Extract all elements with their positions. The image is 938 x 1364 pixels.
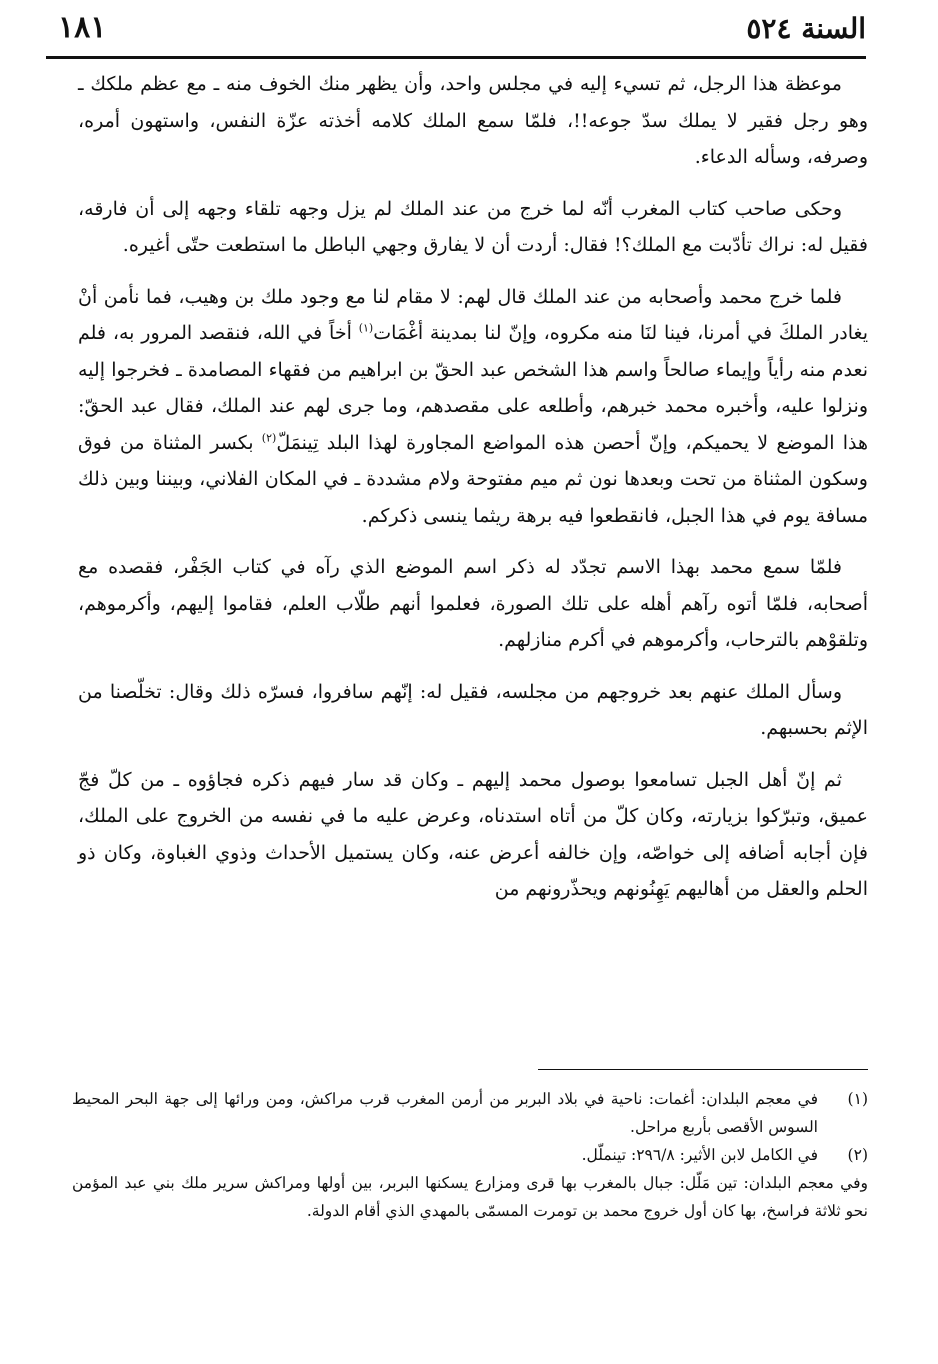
footnote-text: في معجم البلدان: أغمات: ناحية في بلاد البربر من أرمن المغرب قرب مراكش، ومن ورائها إلى جهة البحر المحيط السوس الأقصى بأربع مراحل. [72, 1090, 818, 1136]
page-number: ١٨١ [58, 10, 107, 45]
footnote-text: في الكامل لابن الأثير: ٢٩٦/٨: تينملّل. [581, 1146, 818, 1164]
paragraph: وسأل الملك عنهم بعد خروجهم من مجلسه، فقيل له: إنّهم سافروا، فسرّه ذلك وقال: تخلّصنا من الإثم بحسبهم. [78, 680, 868, 739]
footnote-ref-2: (٢) [261, 431, 277, 445]
paragraph-segment: فلما خرج محمد وأصحابه من عند الملك قال لهم: لا مقام لنا مع وجود ملك بن وهيب، فما نأمن أنْ يغادر الملكَ في أمرنا، فينا لنَا منه مكروه، وإنّ لنا بمدينة أغْمَات [78, 285, 868, 344]
footnote [72, 1141, 868, 1169]
paragraph-segment: أخاً في الله، فنقصد المرور به، فلم نعدم منه رأياً وإيماء صالحاً واسم هذا الشخص عبد الحقّ بن ابراهيم من فقهاء المصامدة ـ فخرجوا إليه ونزلوا عليه، وأخبره محمد خبرهم، وأطلعه على مقصدهم، وما جرى لهم عند الملك، فقال عبد الحقّ: هذا الموضع لا يحميكم، وإنّ أحصن هذه المواضع المجاورة لهذا البلد تِينمَلّ [78, 322, 869, 454]
paragraph: موعظة هذا الرجل، ثم تسيء إليه في مجلس واحد، وأن يظهر منك الخوف منه ـ مع عظم ملكك ـ وهو رجل فقير لا يملك سدّ جوعه!!، فلمّا سمع الملك كلامه أخذته عزّة النفس، واستهون أمره، وصرفه، وسأله الدعاء. [78, 73, 868, 168]
footnote-ref-1: (١) [358, 321, 374, 335]
page-header [46, 12, 866, 56]
header-rule [46, 56, 866, 59]
paragraph: ثم إنّ أهل الجبل تسامعوا بوصول محمد إليهم ـ وكان قد سار فيهم ذكره فجاؤوه ـ من كلّ فجّ عميق، وتبرّكوا بزيارته، وكان كلّ من أتاه استدناه، وعرض عليه ما في نفسه من الخروج على الملك، فإن أجابه أضافه إلى خواصّه، وإن خالفه أعرض عنه، وكان يستميل الأحداث وذوي الغباوة، وكان ذو الحلم والعقل من أهاليهم يَهِنُونهم ويحذّرونهم من [78, 768, 868, 900]
footnotes [72, 1085, 868, 1225]
footnote [72, 1085, 868, 1141]
paragraph: فلمّا سمع محمد بهذا الاسم تجدّد له ذكر اسم الموضع الذي رآه في كتاب الجَفْر، فقصده مع أصحابه، فلمّا أتوه رآهم أهله على تلك الصورة، فعلموا أنهم طلّاب العلم، فقاموا إليهم، وأكرموهم، وتلقوْهم بالترحاب، وأكرموهم في أكرم منازلهم. [78, 556, 868, 651]
footnote-continuation: وفي معجم البلدان: تين مَلّل: جبال بالمغرب بها قرى ومزارع يسكنها البربر، بين أولها ومراكش سرير ملك بني عبد المؤمن نحو ثلاثة فراسخ، بها كان أول خروج محمد بن تومرت المسمّى بالمهدي الذي أقام الدولة. [72, 1174, 868, 1220]
footnote-number: (١) [847, 1090, 868, 1108]
footnote-separator [538, 1069, 868, 1070]
main-text [78, 66, 868, 923]
paragraph: وحكى صاحب كتاب المغرب أنّه لما خرج من عند الملك لم يزل وجهه تلقاء وجهه إلى أن فارقه، فقيل له: نراك تأدّبت مع الملك؟! فقال: أردت أن لا يفارق وجهي الباطل ما استطعت حتّى أغيره. [78, 197, 868, 256]
paragraph [78, 279, 868, 535]
paragraph-segment: بكسر المثناة من فوق وسكون المثناة من تحت وبعدها نون ثم ميم مفتوحة ولام مشددة ـ في المكان الفلاني، وبيننا وبين ذلك مسافة يوم في هذا الجبل، فانقطعوا فيه برهة ريثما ينسى ذكركم. [78, 431, 868, 527]
footnote-number: (٢) [847, 1146, 868, 1164]
running-title: السنة ٥٢٤ [746, 12, 866, 45]
